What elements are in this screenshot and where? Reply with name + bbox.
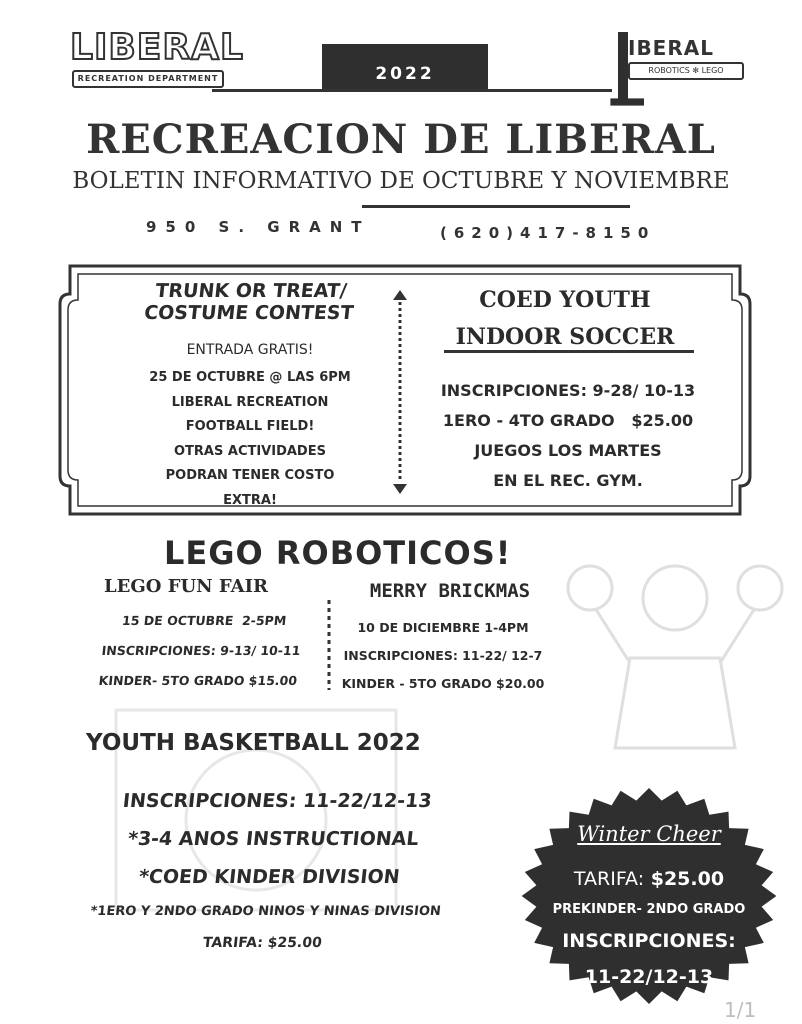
year-banner: 2022 — [322, 44, 488, 90]
basketball-line: TARIFA: $25.00 — [202, 935, 323, 951]
phone-number: (620)417-8150 — [440, 224, 656, 242]
trunk-detail-line: PODRAN TENER COSTO — [165, 468, 335, 483]
trunk-detail-line: EXTRA! — [223, 492, 277, 508]
soccer-heading — [440, 282, 690, 356]
lego-fun-fair-heading: LEGO FUN FAIR — [104, 576, 268, 597]
trunk-details — [110, 366, 390, 513]
fun-fair-line: KINDER- 5TO GRADO $15.00 — [97, 673, 298, 688]
page-title: RECREACION DE LIBERAL — [86, 116, 716, 163]
winter-cheer-title: Winter Cheer — [577, 822, 721, 846]
trunk-detail-line: OTRAS ACTIVIDADES — [174, 443, 326, 459]
logo-word: LIBERAL — [70, 27, 244, 68]
lego-fun-fair-details — [71, 606, 330, 696]
brickmas-line: KINDER - 5TO GRADO $20.00 — [341, 676, 545, 691]
trunk-or-treat-heading — [118, 280, 383, 324]
logo-right-subtitle: ROBOTICS ✻ LEGO — [628, 62, 744, 80]
soccer-heading-underline — [444, 350, 694, 353]
fee-value: $25.00 — [650, 868, 725, 890]
soccer-detail-line: INSCRIPCIONES: 9-28/ 10-13 — [440, 381, 696, 400]
basketball-line: *COED KINDER DIVISION — [137, 866, 401, 888]
event-divider-arrow-icon — [390, 288, 410, 496]
brickmas-line: 10 DE DICIEMBRE 1-4PM — [357, 620, 529, 635]
merry-brickmas-heading: MERRY BRICKMAS — [369, 580, 531, 602]
soccer-detail-line: JUEGOS LOS MARTES — [474, 441, 662, 460]
basketball-details — [21, 782, 519, 958]
fun-fair-line: 15 DE OCTUBRE 2-5PM — [121, 613, 288, 628]
soccer-heading-line: INDOOR SOCCER — [455, 324, 675, 350]
soccer-details — [418, 376, 718, 496]
winter-cheer-grades: PREKINDER- 2NDO GRADO — [552, 902, 746, 917]
trunk-entry-free: ENTRADA GRATIS! — [186, 342, 314, 358]
basketball-line: *1ERO Y 2NDO GRADO NINOS Y NINAS DIVISION — [89, 904, 442, 919]
header-divider — [212, 89, 612, 92]
trunk-detail-line: LIBERAL RECREATION — [171, 394, 329, 410]
page-subtitle: BOLETIN INFORMATIVO DE OCTUBRE Y NOVIEMBRE — [72, 168, 730, 194]
trunk-heading-line: COSTUME CONTEST — [143, 302, 355, 324]
youth-basketball-title: YOUTH BASKETBALL 2022 — [86, 730, 421, 756]
subtitle-underline — [362, 205, 630, 208]
winter-cheer-fee — [520, 868, 778, 890]
fee-label: TARIFA: — [573, 868, 645, 890]
merry-brickmas-details — [330, 614, 556, 698]
lego-roboticos-title: LEGO ROBOTICOS! — [164, 534, 512, 572]
fun-fair-line: INSCRIPCIONES: 9-13/ 10-11 — [100, 643, 302, 658]
basketball-line: INSCRIPCIONES: 11-22/12-13 — [121, 790, 433, 812]
liberal-recreation-logo — [70, 27, 244, 86]
winter-cheer-registration-dates: 11-22/12-13 — [584, 966, 714, 988]
soccer-heading-line: COED YOUTH — [479, 287, 651, 313]
address: 950 S. GRANT — [146, 218, 371, 236]
brickmas-line: INSCRIPCIONES: 11-22/ 12-7 — [343, 648, 543, 663]
liberal-robotics-logo — [608, 32, 742, 104]
logo-foot-icon — [608, 98, 644, 106]
trunk-detail-line: 25 DE OCTUBRE @ LAS 6PM — [149, 370, 351, 385]
trunk-detail-line: FOOTBALL FIELD! — [185, 419, 315, 434]
page-indicator: 1/1 — [724, 998, 757, 1022]
logo-subtitle: RECREATION DEPARTMENT — [72, 70, 224, 88]
logo-right-word: IBERAL — [628, 36, 714, 60]
logo-pillar-icon — [618, 32, 628, 100]
winter-cheer-registration-label: INSCRIPCIONES: — [562, 930, 736, 952]
cheerleader-watermark-icon — [560, 548, 790, 758]
trunk-heading-line: TRUNK OR TREAT/ — [154, 280, 348, 302]
soccer-detail-line: EN EL REC. GYM. — [493, 471, 643, 490]
soccer-detail-line: 1ERO - 4TO GRADO $25.00 — [442, 411, 694, 430]
basketball-line: *3-4 ANOS INSTRUCTIONAL — [126, 828, 420, 850]
